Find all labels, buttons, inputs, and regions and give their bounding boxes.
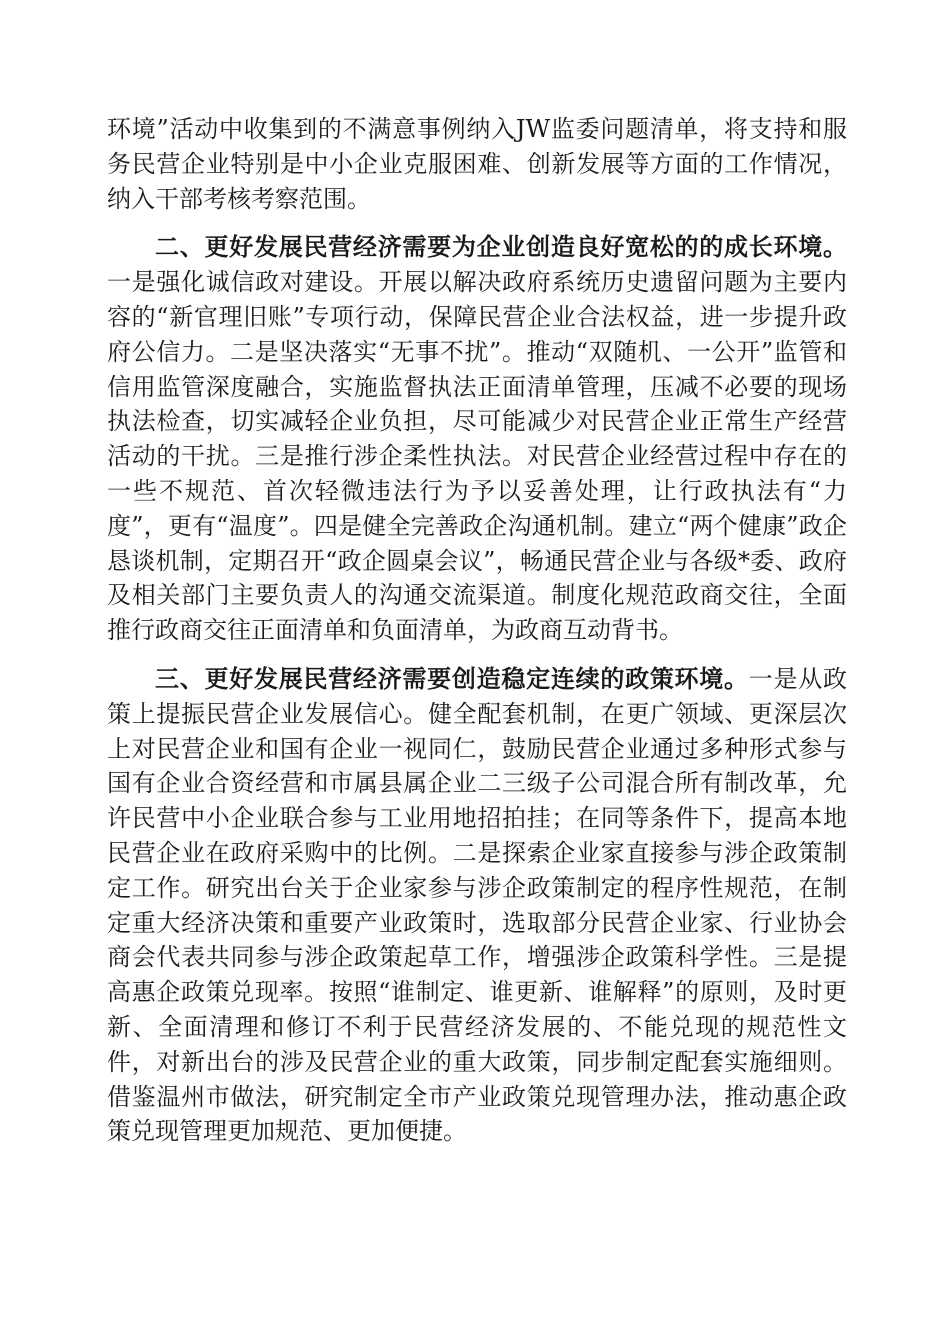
document-page — [107, 112, 847, 1149]
paragraph-section-2 — [107, 230, 847, 648]
section-heading: 二、更好发展民营经济需要为企业创造良好宽松的的成长环境。 — [155, 232, 847, 262]
paragraph-section-3 — [107, 662, 847, 1149]
paragraph-continued — [107, 112, 847, 216]
section-heading: 三、更好发展民营经济需要创造稳定连续的政策环境。 — [155, 663, 749, 693]
paragraph-text: 一是从政策上提振民营企业发展信心。健全配套机制，在更广领域、更深层次上对民营企业和国有企业一视同仁，鼓励民营企业通过多种形式参与国有企业合资经营和市属县属企业二三级子公司混合所有制改革，允许民营中小企业联合参与工业用地招拍挂；在同等条件下，提高本地民营企业在政府采购中的比例。二是探索企业家直接参与涉企政策制定工作。研究出台关于企业家参与涉企政策制定的程序性规范，在制定重大经济决策和重要产业政策时，选取部分民营企业家、行业协会商会代表共同参与涉企政策起草工作，增强涉企政策科学性。三是提高惠企政策兑现率。按照“谁制定、谁更新、谁解释”的原则，及时更新、全面清理和修订不利于民营经济发展的、不能兑现的规范性文件，对新出台的涉及民营企业的重大政策，同步制定配套实施细则。借鉴温州市做法，研究制定全市产业政策兑现管理办法，推动惠企政策兑现管理更加规范、更加便捷。 — [107, 664, 848, 1146]
paragraph-text: 环境”活动中收集到的不满意事例纳入JW监委问题清单，将支持和服务民营企业特别是中小企业克服困难、创新发展等方面的工作情况，纳入干部考核考察范围。 — [107, 115, 847, 213]
paragraph-text: 一是强化诚信政对建设。开展以解决政府系统历史遗留问题为主要内容的“新官理旧账”专项行动，保障民营企业合法权益，进一步提升政府公信力。二是坚决落实“无事不扰”。推动“双随机、一公开”监管和信用监管深度融合，实施监督执法正面清单管理，压减不必要的现场执法检查，切实减轻企业负担，尽可能减少对民营企业正常生产经营活动的干扰。三是推行涉企柔性执法。对民营企业经营过程中存在的一些不规范、首次轻微违法行为予以妥善处理，让行政执法有“力度”，更有“温度”。四是健全完善政企沟通机制。建立“两个健康”政企恳谈机制，定期召开“政企圆桌会议”，畅通民营企业与各级*委、政府及相关部门主要负责人的沟通交流渠道。制度化规范政商交往，全面推行政商交往正面清单和负面清单，为政商互动背书。 — [107, 268, 847, 645]
